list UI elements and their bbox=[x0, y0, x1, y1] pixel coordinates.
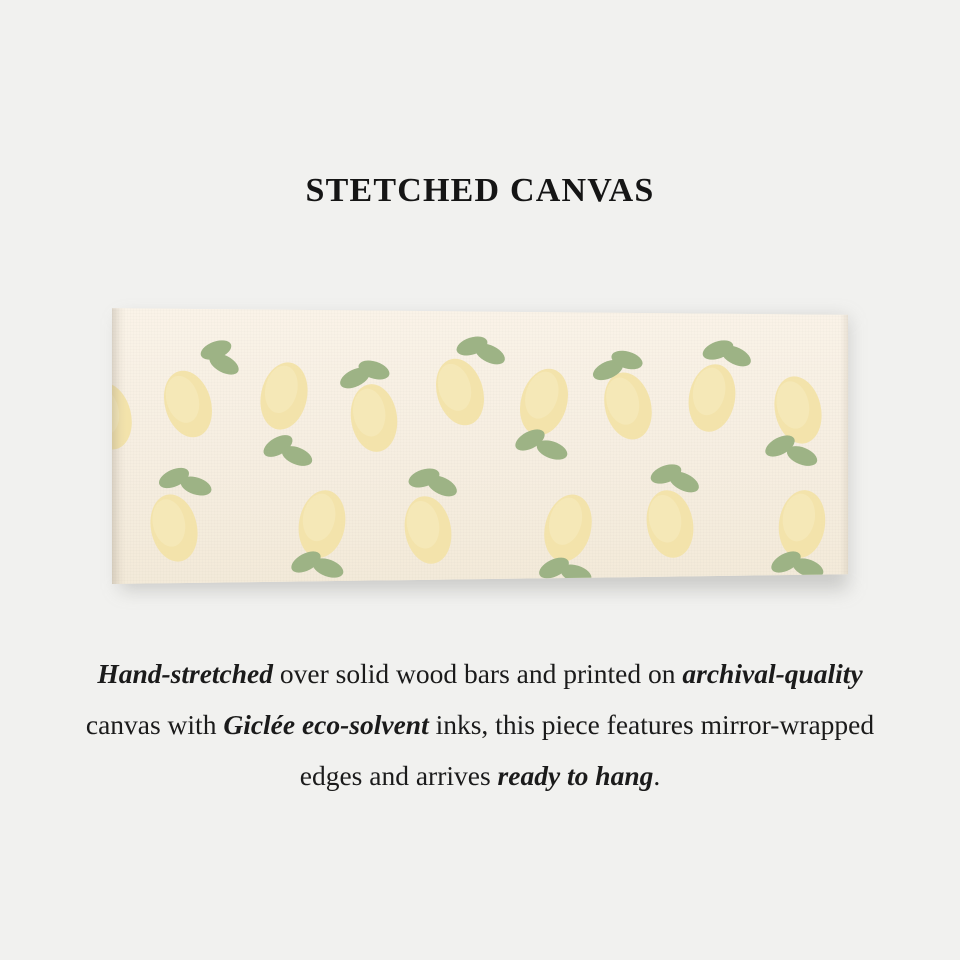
desc-em-archival-quality: archival-quality bbox=[682, 658, 863, 689]
desc-em-ready-to-hang: ready to hang bbox=[497, 760, 654, 791]
page-title: STETCHED CANVAS bbox=[305, 172, 655, 209]
desc-line1-rest: over solid wood bars and printed bbox=[273, 658, 642, 689]
canvas-artwork bbox=[112, 306, 848, 586]
desc-line2-mid: canvas with bbox=[85, 709, 224, 740]
desc-line4-post: . bbox=[653, 760, 661, 791]
product-description bbox=[80, 648, 880, 801]
desc-em-hand-stretched: Hand-stretched bbox=[97, 658, 274, 689]
desc-line2-pre: on bbox=[648, 658, 683, 689]
desc-line4-pre: arrives bbox=[415, 760, 498, 791]
lemon-pattern-svg bbox=[112, 306, 848, 584]
desc-line3: inks, this piece features mirror-wrapped edges and bbox=[299, 709, 875, 791]
canvas-face bbox=[112, 306, 848, 584]
desc-em-giclee: Giclée eco-solvent bbox=[223, 709, 429, 740]
